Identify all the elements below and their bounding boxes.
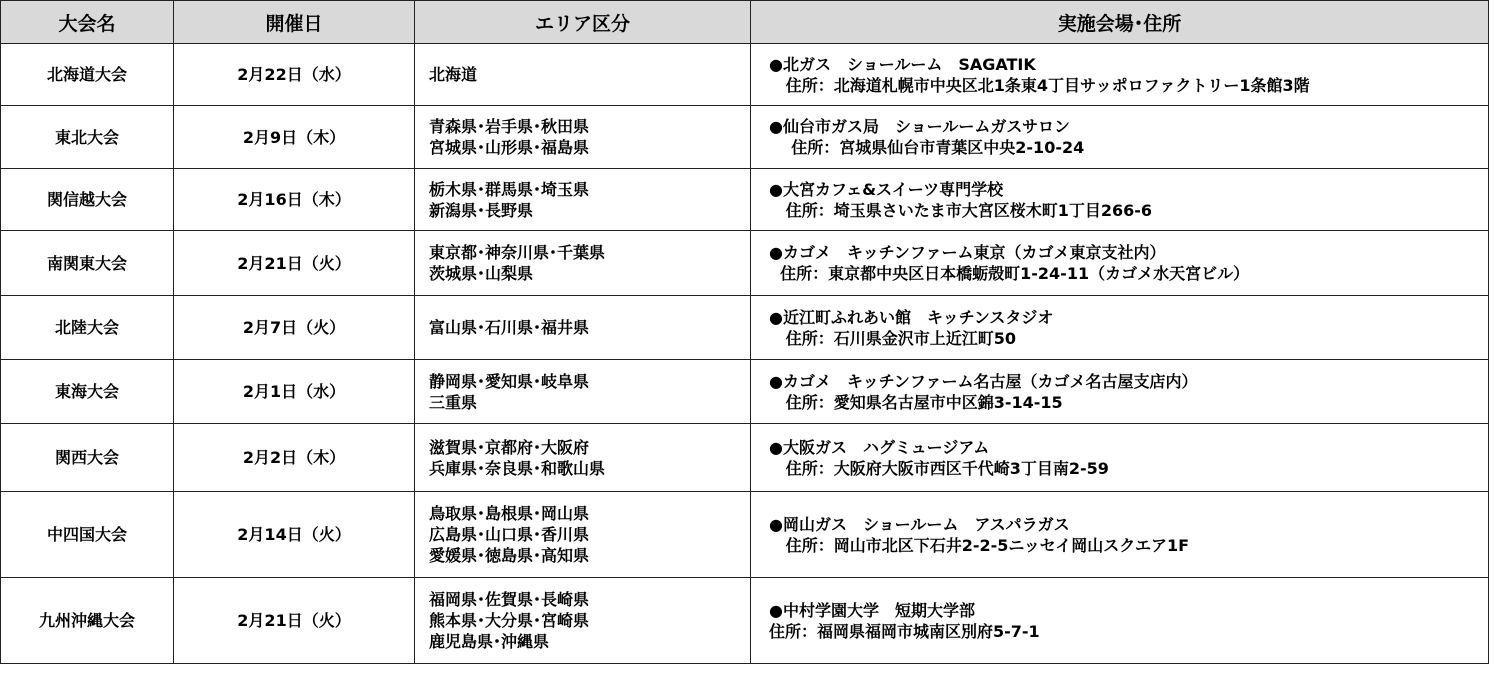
event-date: 2月16日（木） [174, 169, 415, 231]
event-area [415, 578, 751, 664]
venue-address: 住所：岡山市北区下石井2-2-5ニッセイ岡山スクエア1F [769, 535, 1190, 555]
event-area [415, 296, 751, 360]
area-line: 滋賀県･京都府･大阪府 [429, 437, 590, 457]
area-line: 福岡県･佐賀県･長崎県 [429, 590, 590, 609]
area-line: 東京都･神奈川県･千葉県 [429, 243, 606, 262]
venue-name: ●近江町ふれあい館 キッチンスタジオ [769, 307, 1054, 327]
event-venue [751, 169, 1489, 231]
venue-name: ●大阪ガス ハグミュージアム [769, 437, 990, 457]
area-line: 富山県･石川県･福井県 [429, 318, 590, 337]
venue-name: ●カゴメ キッチンファーム名古屋（カゴメ名古屋支店内） [769, 371, 1198, 391]
table-row [1, 296, 1489, 360]
venue-name: ●中村学園大学 短期大学部 [769, 600, 975, 620]
header-area: エリア区分 [415, 1, 751, 44]
table-row [1, 169, 1489, 231]
event-name: 北陸大会 [1, 296, 174, 360]
event-venue [751, 296, 1489, 360]
area-line: 静岡県･愛知県･岐阜県 [429, 371, 590, 391]
table-header [1, 1, 1489, 44]
venue-name: ●仙台市ガス局 ショールームガスサロン [769, 117, 1071, 136]
area-line: 兵庫県･奈良県･和歌山県 [429, 458, 606, 478]
header-event-name: 大会名 [1, 1, 174, 44]
area-line: 熊本県･大分県･宮崎県 [429, 611, 590, 630]
event-venue [751, 492, 1489, 578]
event-area [415, 231, 751, 296]
event-name: 南関東大会 [1, 231, 174, 296]
table-row [1, 424, 1489, 492]
venue-address: 住所：石川県金沢市上近江町50 [769, 328, 1016, 348]
header-date: 開催日 [174, 1, 415, 44]
area-line: 広島県･山口県･香川県 [429, 525, 590, 544]
event-date: 2月22日（水） [174, 44, 415, 106]
area-line: 青森県･岩手県･秋田県 [429, 117, 590, 136]
venue-address: 住所：福岡県福岡市城南区別府5-7-1 [769, 621, 1040, 641]
venue-name: ●カゴメ キッチンファーム東京（カゴメ東京支社内） [769, 243, 1166, 262]
event-date: 2月9日（木） [174, 106, 415, 169]
event-date: 2月21日（火） [174, 231, 415, 296]
area-line: 新潟県･長野県 [429, 200, 534, 220]
table-row [1, 578, 1489, 664]
event-area [415, 492, 751, 578]
table-body [1, 44, 1489, 664]
table-row [1, 106, 1489, 169]
venue-name: ●北ガス ショールーム SAGATIK [769, 54, 1036, 74]
event-venue [751, 424, 1489, 492]
event-name: 東北大会 [1, 106, 174, 169]
event-name: 北海道大会 [1, 44, 174, 106]
event-venue [751, 106, 1489, 169]
event-name: 中四国大会 [1, 492, 174, 578]
event-date: 2月7日（火） [174, 296, 415, 360]
venue-name: ●大宮カフェ&スイーツ専門学校 [769, 179, 1004, 199]
area-line: 愛媛県･徳島県･高知県 [429, 546, 590, 565]
event-name: 関西大会 [1, 424, 174, 492]
header-venue: 実施会場･住所 [751, 1, 1489, 44]
area-line: 宮城県･山形県･福島県 [429, 138, 590, 157]
event-name: 東海大会 [1, 360, 174, 424]
area-line: 栃木県･群馬県･埼玉県 [429, 179, 590, 199]
venue-address: 住所：大阪府大阪市西区千代崎3丁目南2-59 [769, 458, 1109, 478]
event-venue [751, 360, 1489, 424]
event-area [415, 360, 751, 424]
event-date: 2月21日（火） [174, 578, 415, 664]
table-row [1, 360, 1489, 424]
table-row [1, 44, 1489, 106]
event-area [415, 169, 751, 231]
venue-address: 住所：愛知県名古屋市中区錦3-14-15 [769, 392, 1063, 412]
event-area [415, 44, 751, 106]
table-row [1, 231, 1489, 296]
area-line: 鳥取県･島根県･岡山県 [429, 504, 590, 523]
event-date: 2月1日（水） [174, 360, 415, 424]
event-venue [751, 231, 1489, 296]
event-area [415, 106, 751, 169]
area-line: 北海道 [429, 65, 478, 84]
event-name: 九州沖縄大会 [1, 578, 174, 664]
event-venue [751, 44, 1489, 106]
area-line: 三重県 [429, 392, 478, 412]
venue-address: 住所：北海道札幌市中央区北1条東4丁目サッポロファクトリー1条館3階 [769, 75, 1310, 95]
event-venue [751, 578, 1489, 664]
venue-address: 住所：埼玉県さいたま市大宮区桜木町1丁目266-6 [769, 200, 1153, 220]
venue-name: ●岡山ガス ショールーム アスパラガス [769, 514, 1070, 534]
header-row [1, 1, 1489, 44]
event-date: 2月14日（火） [174, 492, 415, 578]
venue-address: 住所：東京都中央区日本橋蛎殻町1-24-11（カゴメ水天宮ビル） [769, 264, 1250, 283]
table-row [1, 492, 1489, 578]
area-line: 茨城県･山梨県 [429, 264, 534, 283]
venue-address: 住所：宮城県仙台市青葉区中央2-10-24 [769, 138, 1085, 157]
event-date: 2月2日（木） [174, 424, 415, 492]
event-name: 関信越大会 [1, 169, 174, 231]
area-line: 鹿児島県･沖縄県 [429, 632, 550, 651]
event-area [415, 424, 751, 492]
